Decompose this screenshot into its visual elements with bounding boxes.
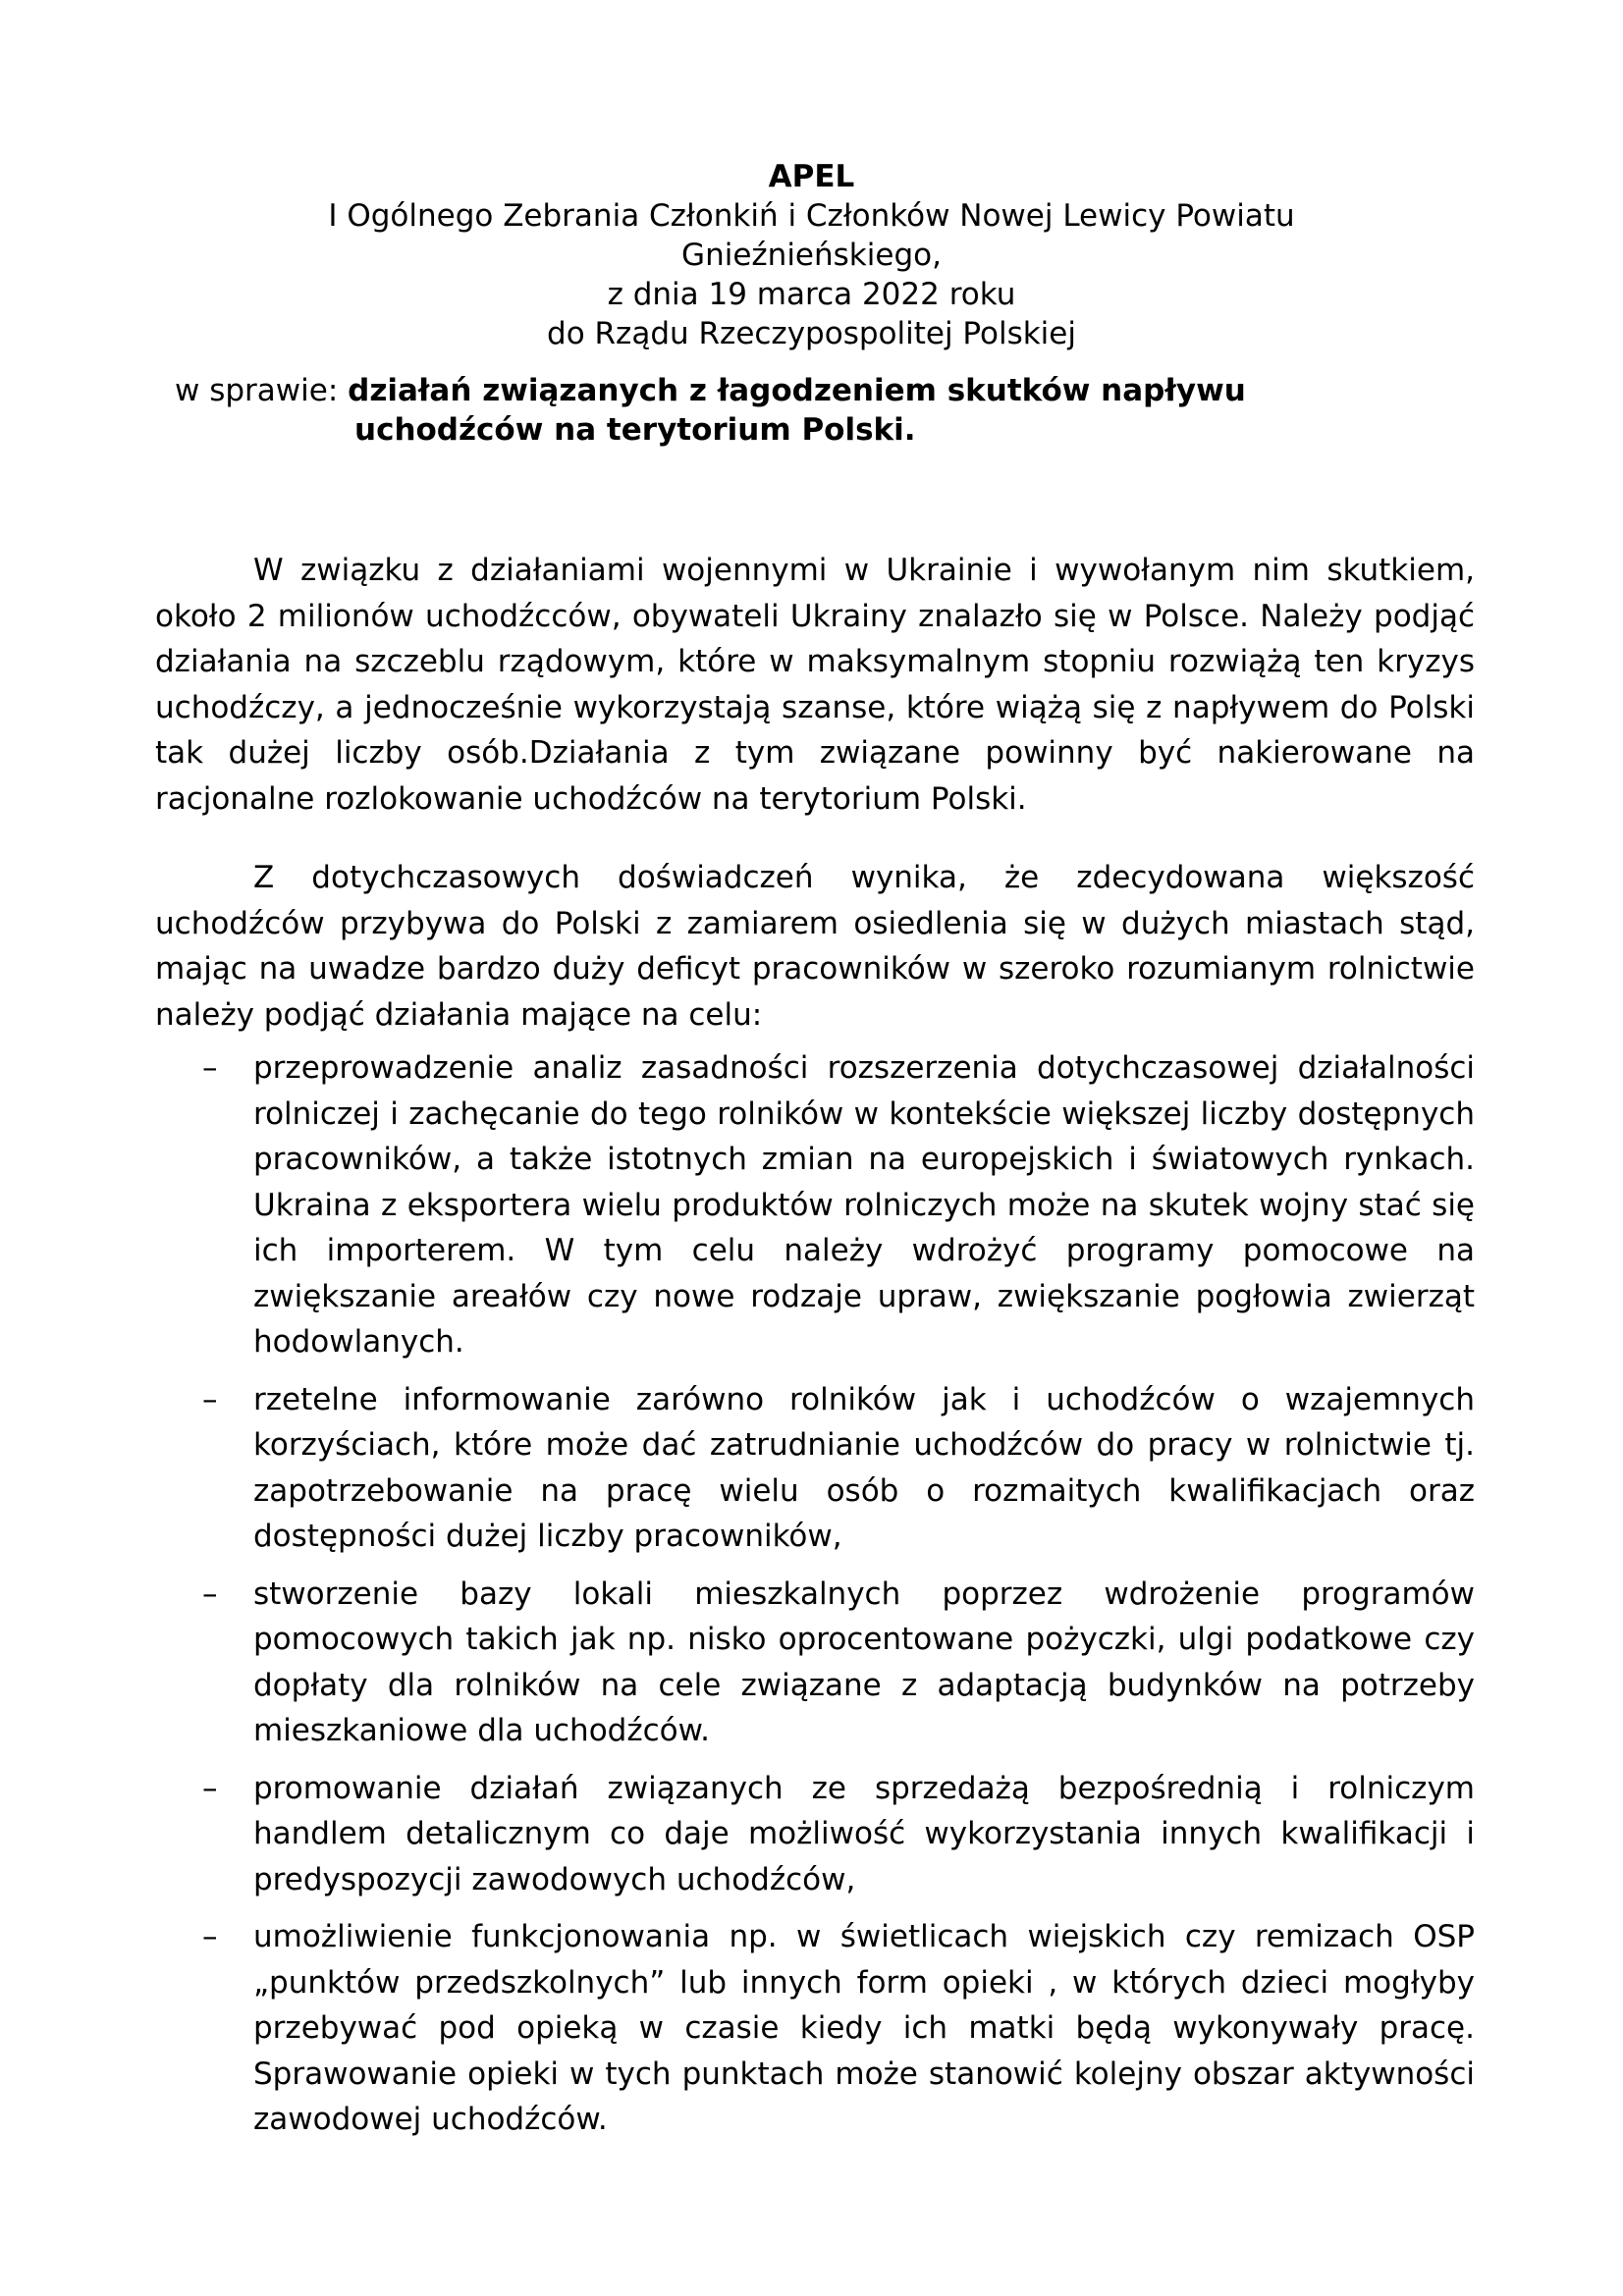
header-line-issuer: I Ogólnego Zebrania Członkiń i Członków Nowej Lewicy Powiatu [328,198,1295,234]
bullet-dash: – [202,1770,218,1806]
bullet-dash: – [202,1381,218,1417]
document-header [147,157,1476,353]
subject-line-2: uchodźców na terytorium Polski. [354,412,916,448]
action-list [155,1045,1475,2143]
list-item-text: rzetelne informowanie zarówno rolników jak i uchodźców o wzajemnych korzyściach, które może dać zatrudnianie uchodźców do pracy w rolnictwie tj. zapotrzebowanie na pracę wielu osób o rozmaitych kwalifikacjach oraz dostępności dużej liczby pracowników, [253,1381,1475,1554]
list-item-text: umożliwienie funkcjonowania np. w świetlicach wiejskich czy remizach OSP „punktów przedszkolnych” lub innych form opieki , w których dzieci mogłyby przebywać pod opieką w czasie kiedy ich matki będą wykonywały pracę. Sprawowanie opieki w tych punktach może stanowić kolejny obszar aktywności zawodowej uchodźców. [253,1919,1475,2137]
list-item [155,1572,1475,1754]
subject-line-1: działań związanych z łagodzeniem skutków napływu [348,373,1246,408]
bullet-dash: – [202,1050,218,1086]
list-item [155,1045,1475,1365]
document-subject [175,371,1392,450]
header-line-recipient: do Rządu Rzeczypospolitej Polskiej [547,316,1076,351]
paragraph-intro: W związku z działaniami wojennymi w Ukrainie i wywołanym nim skutkiem, około 2 milionów uchodźcców, obywateli Ukrainy znalazło się w Polsce. Należy podjąć działania na szczeblu rządowym, które w maksymalnym stopniu rozwiążą ten kryzys uchodźczy, a jednocześnie wykorzystają szanse, które wiążą się z napływem do Polski tak dużej liczby osób.Działania z tym związane powinny być nakierowane na racjonalne rozlokowanie uchodźców na terytorium Polski. [155,553,1475,817]
document-title: APEL [768,159,855,194]
document-body [155,548,1475,2155]
subject-prefix: w sprawie: [175,373,349,408]
paragraph-context: Z dotychczasowych doświadczeń wynika, że zdecydowana większość uchodźców przybywa do Polski z zamiarem osiedlenia się w dużych miastach stąd, mając na uwadze bardzo duży deficyt pracowników w szeroko rozumianym rolnictwie należy podjąć działania mające na celu: [155,860,1475,1033]
list-item [155,1377,1475,1560]
list-item [155,1766,1475,1903]
header-line-date: z dnia 19 marca 2022 roku [607,277,1016,312]
list-item [155,1914,1475,2143]
list-item-text: promowanie działań związanych ze sprzedażą bezpośrednią i rolniczym handlem detalicznym co daje możliwość wykorzystania innych kwalifikacji i predyspozycji zawodowych uchodźców, [253,1770,1475,1897]
bullet-dash: – [202,1919,218,1954]
list-item-text: stworzenie bazy lokali mieszkalnych poprzez wdrożenie programów pomocowych takich jak np. nisko oprocentowane pożyczki, ulgi podatkowe czy dopłaty dla rolników na cele związane z adaptacją budynków na potrzeby mieszkaniowe dla uchodźców. [253,1575,1475,1748]
bullet-dash: – [202,1575,218,1612]
header-line-issuer-cont: Gnieźnieńskiego, [681,238,942,273]
list-item-text: przeprowadzenie analiz zasadności rozszerzenia dotychczasowej działalności rolniczej i zachęcanie do tego rolników w kontekście większej liczby dostępnych pracowników, a także istotnych zmian na europejskich i światowych rynkach. Ukraina z eksportera wielu produktów rolniczych może na skutek wojny stać się ich importerem. W tym celu należy wdrożyć programy pomocowe na zwiększanie areałów czy nowe rodzaje upraw, zwiększanie pogłowia zwierząt hodowlanych. [253,1050,1475,1360]
